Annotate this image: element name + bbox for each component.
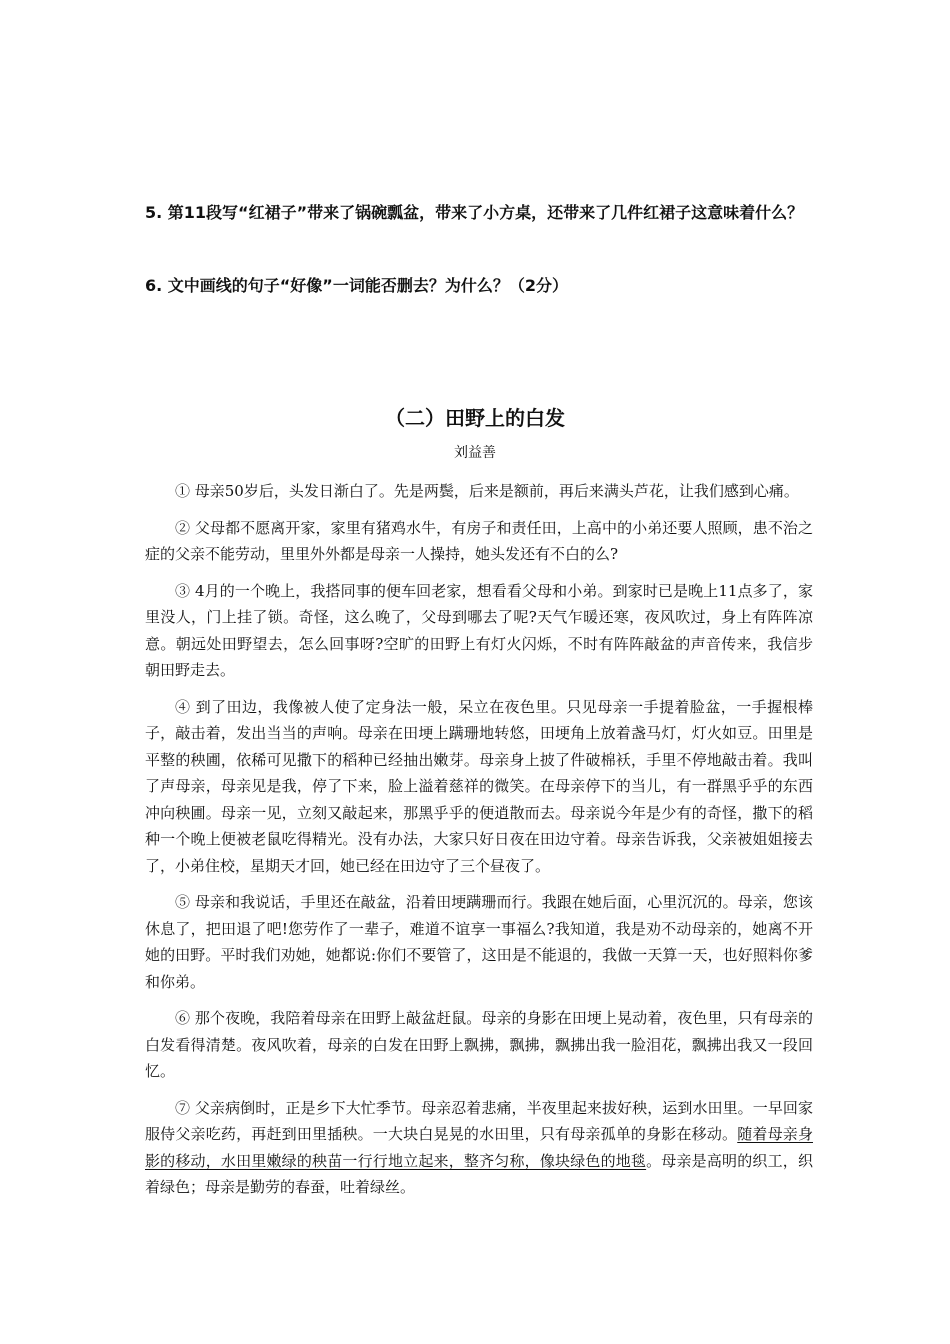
paragraph-5: ⑤ 母亲和我说话，手里还在敲盆，沿着田埂蹒珊而行。我跟在她后面，心里沉沉的。母亲，您该休息了，把田退了吧!您劳作了一辈子，难道不谊享一事福么?我知道，我是劝不动母亲的，她离不开她的田野。平时我们劝她，她都说:你们不要管了，这田是不能退的，我做一天算一天，也好照料你爹和你弟。 xyxy=(145,893,813,991)
question-5: 5. 第11段写“红裙子”带来了锅碗瓢盆，带来了小方桌，还带来了几件红裙子这意味着什么？ xyxy=(145,203,804,222)
paragraph-2: ② 父母都不愿离开家，家里有猪鸡水牛，有房子和责任田，上高中的小弟还要人照顾，患不治之症的父亲不能劳动，里里外外都是母亲一人操持，她头发还有不白的么? xyxy=(145,518,813,563)
question-6: 6. 文中画线的句子“好像”一词能否删去？为什么？（2分） xyxy=(145,276,568,295)
paragraph-1: ① 母亲50岁后，头发日渐白了。先是两鬓，后来是额前，再后来满头芦花，让我们感到心痛。 xyxy=(175,482,799,500)
article-title: （二）田野上的白发 xyxy=(385,406,565,430)
paragraph-7-lead: ⑦ 父亲病倒时，正是乡下大忙季节。母亲忍着悲痛，半夜里起来拔好秧，运到水田里。一早回家服侍父亲吃药，再赶到田里插秧。一大块白晃晃的水田里，只有母亲孤单的身影在移动。 xyxy=(145,1098,813,1143)
paragraph-3: ③ 4月的一个晚上，我搭同事的便车回老家，想看看父母和小弟。到家时已是晚上11点多了，家里没人，门上挂了锁。奇怪，这么晚了，父母到哪去了呢?天气乍暖还寒，夜风吹过，身上有阵阵凉意。朝远处田野望去，怎么回事呀?空旷的田野上有灯火闪烁，不时有阵阵敲盆的声音传来，我信步朝田野走去。 xyxy=(145,581,813,679)
paragraph-7-tail: 。母亲是高明的织工，织着绿色；母亲是勤劳的春蚕，吐着绿丝。 xyxy=(145,1151,813,1196)
paragraph-4: ④ 到了田边，我像被人使了定身法一般，呆立在夜色里。只见母亲一手提着脸盆，一手握根棒子，敲击着，发出当当的声响。母亲在田埂上蹒珊地转悠，田埂角上放着盏马灯，灯火如豆。田里是平整的秧圃，依稀可见撒下的稻种已经抽出嫩芽。母亲身上披了件破棉袄，手里不停地敲击着。我叫了声母亲，母亲见是我，停了下来，脸上溢着慈祥的微笑。在母亲停下的当儿，有一群黑乎乎的东西冲向秧圃。母亲一见，立刻又敲起来，那黑乎乎的便逍散而去。母亲说今年是少有的奇怪，撒下的稻种一个晚上便被老鼠吃得精光。没有办法，大家只好日夜在田边守着。母亲告诉我，父亲被姐姐接去了，小弟住校，星期天才回，她已经在田边守了三个昼夜了。 xyxy=(145,697,813,875)
article-body xyxy=(145,478,813,1211)
underlined-sentence: 随着母亲身影的移动，水田里嫩绿的秧苗一行行地立起来，整齐匀称，像块绿色的地毯 xyxy=(145,1125,813,1170)
article-author: 刘益善 xyxy=(454,445,496,461)
paragraph-6: ⑥ 那个夜晚，我陪着母亲在田野上敲盆赶鼠。母亲的身影在田埂上晃动着，夜色里，只有母亲的白发看得清楚。夜风吹着，母亲的白发在田野上飘拂，飘拂，飘拂出我一脸泪花，飘拂出我又一段回忆。 xyxy=(145,1009,813,1080)
paragraph-7 xyxy=(145,1095,813,1201)
